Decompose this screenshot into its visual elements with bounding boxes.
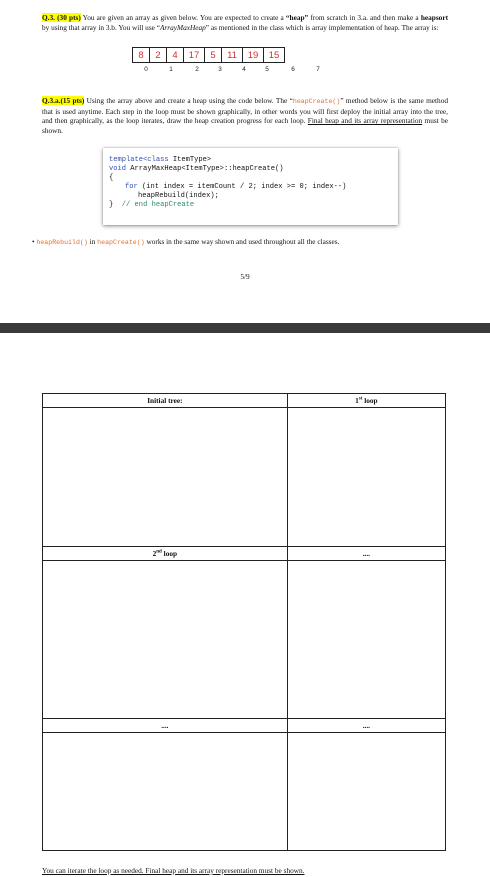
array-index: 3 xyxy=(218,66,222,73)
document-page-5 xyxy=(0,0,490,323)
array-cell: 17 xyxy=(184,48,205,62)
code-line-5: heapRebuild(index); xyxy=(138,192,219,200)
code-line-1 xyxy=(109,156,211,165)
array-cell: 19 xyxy=(243,48,264,62)
array-index: 5 xyxy=(265,66,269,73)
grid-header-row xyxy=(43,719,446,733)
array-cell: 11 xyxy=(222,48,243,62)
q3-text-2: from scratch in 3.a. and then make a xyxy=(308,13,421,22)
q3a-code-ref: heapCreate() xyxy=(292,98,341,105)
answer-area[interactable] xyxy=(287,561,445,719)
code-keyword: for xyxy=(125,183,138,191)
question-3-intro xyxy=(42,13,448,32)
grid-header-cell: Initial tree: xyxy=(43,394,288,408)
grid-header-cell: 1st loop xyxy=(287,394,445,408)
array-table xyxy=(132,47,285,63)
code-line-3: { xyxy=(109,174,114,182)
array-cell: 2 xyxy=(150,48,167,62)
grid-header-cell: 2nd loop xyxy=(43,547,288,561)
q3a-text-1: Using the array above and create a heap using the code below. The “ xyxy=(84,96,293,105)
grid-header-cell: .... xyxy=(287,547,445,561)
grid-header-cell: .... xyxy=(43,719,288,733)
code-text: (int index = itemCount / 2; index >= 0; index--) xyxy=(137,183,347,191)
q3a-underlined: Final heap and its array representation xyxy=(307,116,423,126)
q3-class-name: ArrayMaxHeap xyxy=(159,22,206,32)
code-line-6 xyxy=(109,201,194,210)
array-index: 0 xyxy=(144,66,148,73)
q3-text-1: You are given an array as given below. You are expected to create a xyxy=(80,13,286,22)
answer-grid xyxy=(42,393,446,851)
code-keyword: template<class xyxy=(109,156,169,164)
footer-note: You can iterate the loop as needed. Final heap and its array representation must be shown. xyxy=(42,866,305,875)
code-text: } xyxy=(109,201,114,209)
q3-text-3: by using that array in 3.b. You will use “ xyxy=(42,22,160,32)
code-keyword: void xyxy=(109,165,127,173)
answer-area[interactable] xyxy=(43,408,288,547)
bullet-text-1: in xyxy=(87,237,98,246)
page-number: 5/9 xyxy=(240,272,250,281)
array-index: 2 xyxy=(195,66,199,73)
question-3a-label: Q.3.a.(15 pts) xyxy=(42,96,85,105)
grid-header-row xyxy=(43,394,446,408)
bullet-code-2: heapCreate() xyxy=(97,239,145,246)
array-cell: 8 xyxy=(133,48,150,62)
page-separator xyxy=(0,323,490,333)
answer-area[interactable] xyxy=(43,561,288,719)
array-index: 7 xyxy=(316,66,320,73)
array-index: 1 xyxy=(169,66,173,73)
code-snippet xyxy=(103,148,398,225)
array-cell: 5 xyxy=(205,48,222,62)
q3-heap-term: “heap” xyxy=(285,13,309,22)
bullet-icon: • xyxy=(32,237,35,246)
grid-answer-row xyxy=(43,408,446,547)
grid-answer-row xyxy=(43,733,446,851)
array-index: 4 xyxy=(242,66,246,73)
q3-heapsort-term: heapsort xyxy=(420,13,449,22)
answer-area[interactable] xyxy=(287,733,445,851)
bullet-text-2: works in the same way shown and used throughout all the classes. xyxy=(144,237,340,246)
q3-text-4: ” as mentioned in the class which is array implementation of heap. The array is: xyxy=(205,22,439,32)
code-line-2 xyxy=(109,165,284,174)
bullet-code-1: heapRebuild() xyxy=(36,239,88,246)
bullet-note xyxy=(32,237,339,246)
array-cell: 4 xyxy=(167,48,184,62)
q3a-text-3: must be shown. xyxy=(42,116,448,135)
answer-area[interactable] xyxy=(287,408,445,547)
code-comment: // end heapCreate xyxy=(121,201,195,209)
array-index: 6 xyxy=(291,66,295,73)
q3a-text-2: ” method below is the same method that is used anytime. Each step in the loop must be shown graphically, in other words you will first deploy the initial array into the tree, and then graphically, as the loop iterates, draw the heap creation progress for each loop. xyxy=(42,96,448,126)
grid-answer-row xyxy=(43,561,446,719)
question-3-label: Q.3. (30 pts) xyxy=(42,13,81,22)
array-cell: 15 xyxy=(268,49,280,61)
code-text: ItemType> xyxy=(168,156,212,164)
grid-header-row xyxy=(43,547,446,561)
grid-header-cell: .... xyxy=(287,719,445,733)
question-3a-text xyxy=(42,96,448,135)
code-text: ArrayMaxHeap<ItemType>::heapCreate() xyxy=(126,165,284,173)
code-line-4 xyxy=(125,183,346,192)
answer-area[interactable] xyxy=(43,733,288,851)
